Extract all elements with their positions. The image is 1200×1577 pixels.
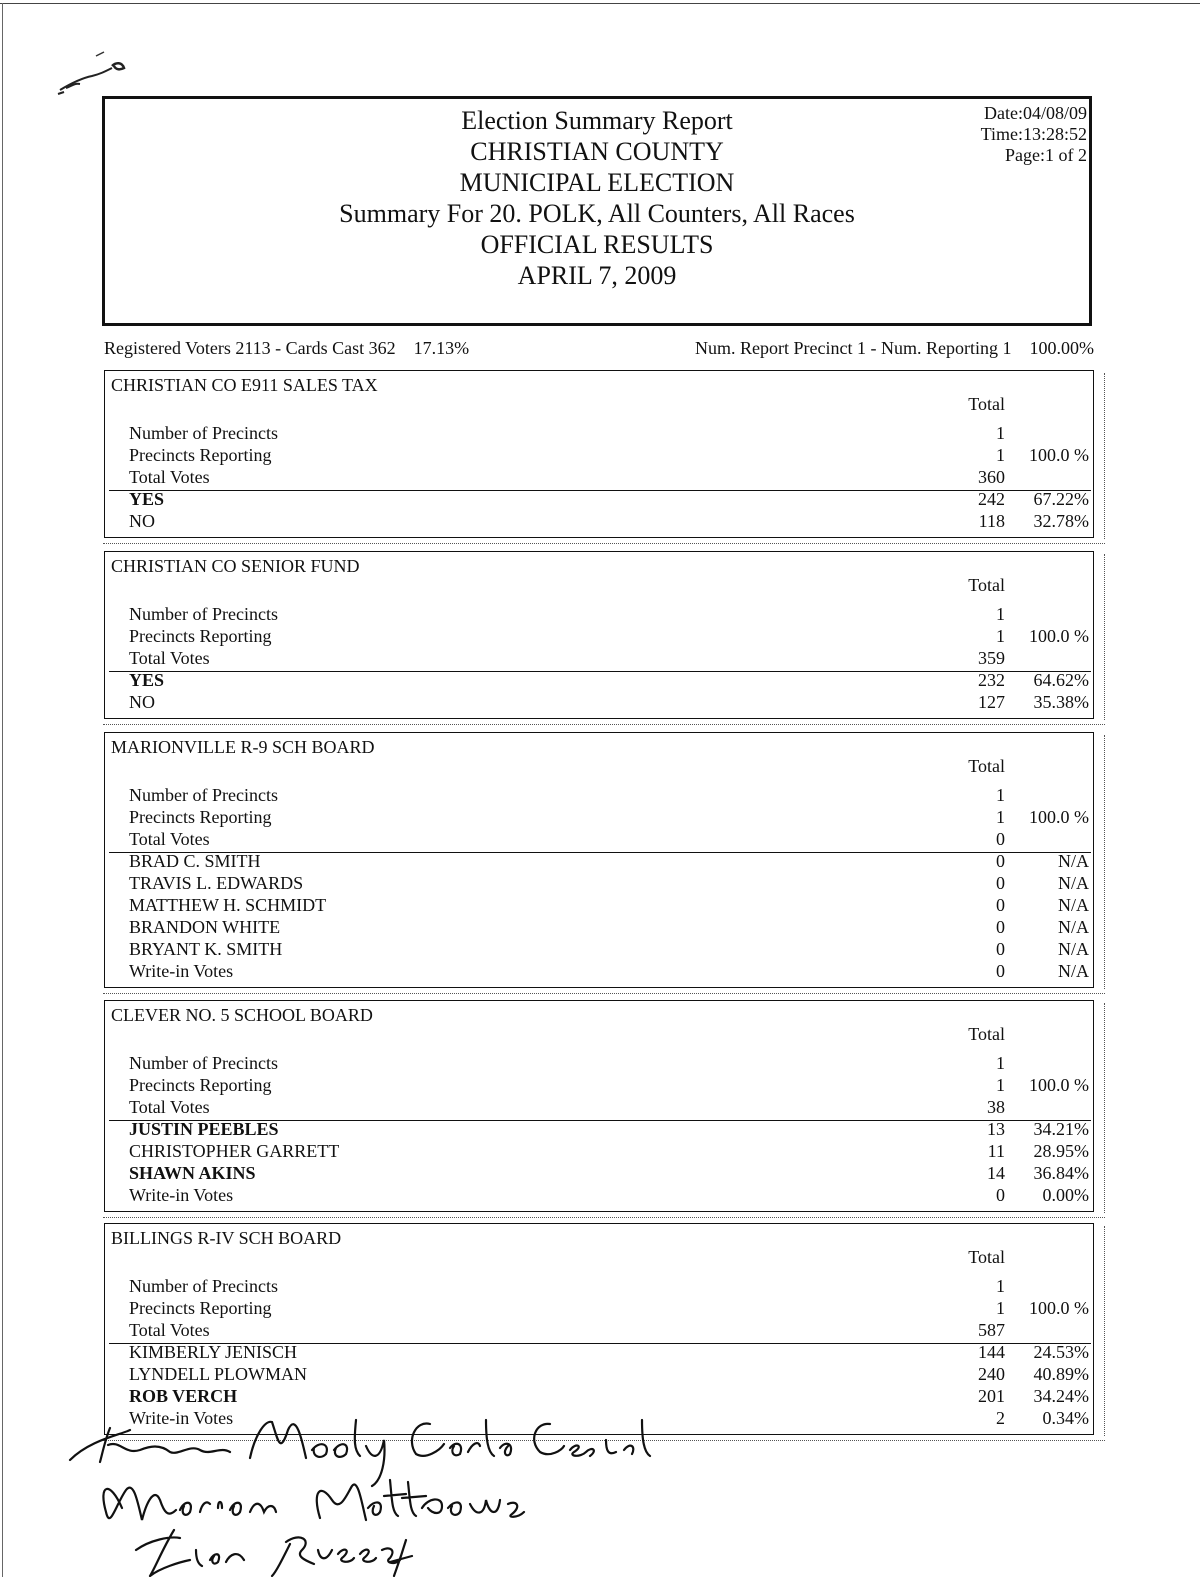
stat-value: 0: [996, 829, 1005, 849]
choice-votes: 242: [978, 489, 1005, 509]
choice-percent: 36.84%: [1033, 1163, 1089, 1183]
stat-label: Precincts Reporting: [129, 807, 272, 827]
choice-row: [129, 851, 1093, 873]
stat-value: 1: [996, 423, 1005, 443]
choice-votes: 13: [987, 1119, 1005, 1139]
choice-votes: 0: [996, 895, 1005, 915]
choice-percent: 40.89%: [1033, 1364, 1089, 1384]
choice-row: [129, 939, 1093, 961]
scan-edge: [1104, 1226, 1105, 1436]
stat-value: 1: [996, 1298, 1005, 1318]
scan-edge: [1104, 735, 1105, 989]
election-name: MUNICIPAL ELECTION: [459, 168, 735, 197]
choice-row: [129, 1163, 1093, 1185]
report-date: Date:04/08/09: [984, 103, 1087, 123]
stat-label: Total Votes: [129, 1320, 210, 1340]
choice-percent: 64.62%: [1033, 670, 1089, 690]
choice-percent: 34.24%: [1033, 1386, 1089, 1406]
choice-row: [129, 895, 1093, 917]
choice-row: [129, 511, 1093, 533]
stat-label: Number of Precincts: [129, 423, 278, 443]
stat-row: [129, 829, 1093, 851]
page-left-edge: [2, 3, 3, 1577]
race-title: MARIONVILLE R-9 SCH BOARD: [111, 737, 375, 757]
stat-percent: 100.0 %: [1029, 445, 1089, 465]
choice-votes: 0: [996, 917, 1005, 937]
choice-name: KIMBERLY JENISCH: [129, 1342, 298, 1362]
choice-row: [129, 670, 1093, 692]
stat-value: 1: [996, 445, 1005, 465]
choice-percent: 67.22%: [1033, 489, 1089, 509]
stat-value: 1: [996, 1276, 1005, 1296]
choice-percent: 0.00%: [1042, 1185, 1089, 1205]
stat-value: 1: [996, 1053, 1005, 1073]
race-section: [104, 1000, 1094, 1212]
choice-name: MATTHEW H. SCHMIDT: [129, 895, 327, 915]
choice-name: Write-in Votes: [129, 961, 234, 981]
choice-votes: 232: [978, 670, 1005, 690]
stat-percent: 100.0 %: [1029, 1075, 1089, 1095]
choice-votes: 240: [978, 1364, 1005, 1384]
choice-percent: 0.34%: [1042, 1408, 1089, 1428]
report-title: Election Summary Report: [461, 106, 733, 135]
choice-percent: 32.78%: [1033, 511, 1089, 531]
stat-label: Precincts Reporting: [129, 626, 272, 646]
choice-percent: 24.53%: [1033, 1342, 1089, 1362]
scan-edge: [1104, 1003, 1105, 1213]
choice-name: Write-in Votes: [129, 1185, 234, 1205]
choice-votes: 0: [996, 961, 1005, 981]
choice-row: [129, 1141, 1093, 1163]
stat-label: Number of Precincts: [129, 1053, 278, 1073]
choice-votes: 14: [987, 1163, 1005, 1183]
stat-label: Total Votes: [129, 1097, 210, 1117]
county-name: CHRISTIAN COUNTY: [470, 137, 724, 166]
choice-votes: 2: [996, 1408, 1005, 1428]
choice-name: BRYANT K. SMITH: [129, 939, 283, 959]
stat-row: [129, 1097, 1093, 1119]
choice-name: SHAWN AKINS: [129, 1163, 256, 1183]
choice-name: LYNDELL PLOWMAN: [129, 1364, 308, 1384]
scan-edge: [1104, 373, 1105, 539]
stat-row: [129, 1053, 1093, 1075]
summary-scope: Summary For 20. POLK, All Counters, All Races: [339, 199, 855, 228]
report-meta: [981, 103, 1087, 166]
page-top-edge: [0, 3, 1200, 4]
stat-label: Precincts Reporting: [129, 1298, 272, 1318]
stat-label: Precincts Reporting: [129, 1075, 272, 1095]
choice-name: JUSTIN PEEBLES: [129, 1119, 279, 1139]
report-header: [102, 96, 1092, 326]
stat-row: [129, 1320, 1093, 1342]
choice-row: [129, 1342, 1093, 1364]
signatures: [50, 1400, 670, 1577]
stat-value: 1: [996, 604, 1005, 624]
total-column-header: Total: [968, 394, 1005, 414]
race-title: CHRISTIAN CO E911 SALES TAX: [111, 375, 378, 395]
stat-row: [129, 423, 1093, 445]
stat-label: Total Votes: [129, 467, 210, 487]
stat-label: Number of Precincts: [129, 785, 278, 805]
stat-label: Total Votes: [129, 829, 210, 849]
stat-percent: 100.0 %: [1029, 1298, 1089, 1318]
choice-name: TRAVIS L. EDWARDS: [129, 873, 304, 893]
results-status: OFFICIAL RESULTS: [480, 230, 714, 259]
choice-percent: 34.21%: [1033, 1119, 1089, 1139]
stat-value: 38: [987, 1097, 1005, 1117]
choice-percent: N/A: [1058, 895, 1089, 915]
stat-percent: 100.0 %: [1029, 626, 1089, 646]
report-time: Time:13:28:52: [980, 124, 1087, 144]
race-title: CHRISTIAN CO SENIOR FUND: [111, 556, 360, 576]
stat-row: [129, 467, 1093, 489]
race-section: [104, 732, 1094, 988]
choice-name: BRANDON WHITE: [129, 917, 281, 937]
stat-label: Total Votes: [129, 648, 210, 668]
choice-votes: 0: [996, 1185, 1005, 1205]
choice-votes: 144: [978, 1342, 1005, 1362]
stat-label: Precincts Reporting: [129, 445, 272, 465]
total-column-header: Total: [968, 1024, 1005, 1044]
stat-value: 360: [978, 467, 1005, 487]
stat-value: 587: [978, 1320, 1005, 1340]
pen-mark: [52, 48, 142, 98]
choice-row: [129, 961, 1093, 983]
choice-name: BRAD C. SMITH: [129, 851, 261, 871]
stat-row: [129, 807, 1093, 829]
total-column-header: Total: [968, 1247, 1005, 1267]
race-section: [104, 551, 1094, 719]
choice-row: [129, 917, 1093, 939]
choice-percent: N/A: [1058, 939, 1089, 959]
stat-value: 359: [978, 648, 1005, 668]
total-column-header: Total: [968, 575, 1005, 595]
choice-row: [129, 1185, 1093, 1207]
choice-votes: 127: [978, 692, 1005, 712]
stat-value: 1: [996, 1075, 1005, 1095]
stat-row: [129, 785, 1093, 807]
stat-row: [129, 1298, 1093, 1320]
choice-percent: N/A: [1058, 873, 1089, 893]
stat-percent: 100.0 %: [1029, 807, 1089, 827]
choice-row: [129, 1364, 1093, 1386]
election-date: APRIL 7, 2009: [517, 261, 677, 290]
race-section: [104, 370, 1094, 538]
choice-name: Write-in Votes: [129, 1408, 234, 1428]
choice-name: YES: [129, 489, 165, 509]
registered-voters-summary: Registered Voters 2113 - Cards Cast 362 17.13%: [104, 338, 470, 358]
choice-percent: N/A: [1058, 851, 1089, 871]
race-title: BILLINGS R-IV SCH BOARD: [111, 1228, 342, 1248]
stat-value: 1: [996, 785, 1005, 805]
scan-edge: [1104, 554, 1105, 720]
choice-name: CHRISTOPHER GARRETT: [129, 1141, 340, 1161]
stat-label: Number of Precincts: [129, 604, 278, 624]
choice-name: NO: [129, 511, 155, 531]
choice-row: [129, 873, 1093, 895]
choice-name: ROB VERCH: [129, 1386, 238, 1406]
page-number: Page:1 of 2: [1005, 145, 1087, 165]
stat-row: [129, 626, 1093, 648]
stat-row: [129, 604, 1093, 626]
choice-name: YES: [129, 670, 165, 690]
stat-row: [129, 648, 1093, 670]
stat-row: [129, 1075, 1093, 1097]
race-title: CLEVER NO. 5 SCHOOL BOARD: [111, 1005, 373, 1025]
stat-label: Number of Precincts: [129, 1276, 278, 1296]
choice-votes: 0: [996, 851, 1005, 871]
choice-votes: 0: [996, 939, 1005, 959]
precinct-reporting-summary: Num. Report Precinct 1 - Num. Reporting 1 100.00%: [695, 338, 1094, 358]
choice-name: NO: [129, 692, 155, 712]
stat-row: [129, 445, 1093, 467]
choice-percent: N/A: [1058, 917, 1089, 937]
choice-votes: 0: [996, 873, 1005, 893]
report-titles: [105, 105, 1089, 291]
choice-row: [129, 489, 1093, 511]
stat-value: 1: [996, 807, 1005, 827]
choice-votes: 11: [987, 1141, 1005, 1161]
choice-percent: 35.38%: [1033, 692, 1089, 712]
total-column-header: Total: [968, 756, 1005, 776]
choice-votes: 118: [978, 511, 1005, 531]
choice-row: [129, 1119, 1093, 1141]
choice-votes: 201: [978, 1386, 1005, 1406]
choice-percent: 28.95%: [1033, 1141, 1089, 1161]
stat-row: [129, 1276, 1093, 1298]
choice-row: [129, 692, 1093, 714]
stat-value: 1: [996, 626, 1005, 646]
choice-percent: N/A: [1058, 961, 1089, 981]
